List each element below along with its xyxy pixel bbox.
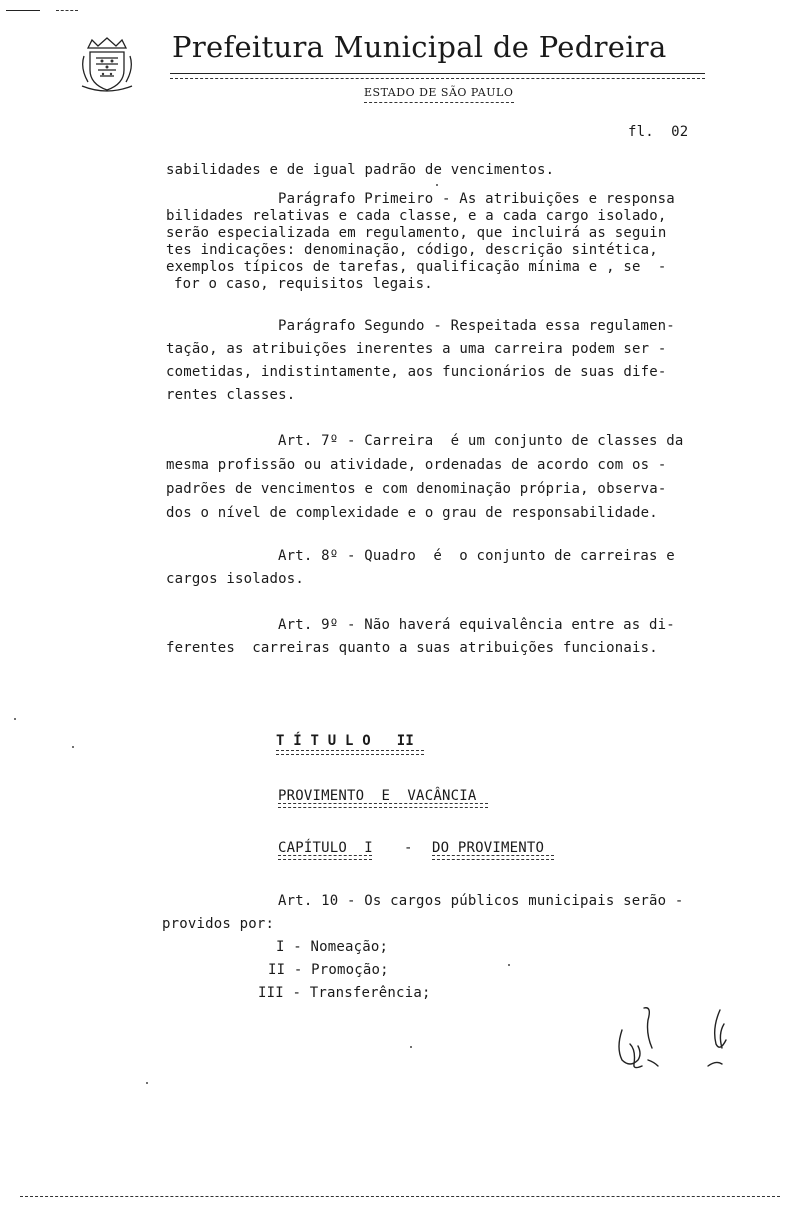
scan-artifact <box>508 964 510 966</box>
chapter-title: CAPÍTULO I <box>278 840 373 856</box>
text-line: Art. 8º - Quadro é o conjunto de carreiras e <box>278 548 675 564</box>
titulo-heading: T Í T U L O II <box>276 733 415 749</box>
header-rule <box>170 73 705 74</box>
section-title-underline <box>278 803 488 808</box>
list-item: III - Transferência; <box>258 985 431 1001</box>
text-line: for o caso, requisitos legais. <box>174 276 433 292</box>
text-line: dos o nível de complexidade e o grau de responsabilidade. <box>166 505 658 521</box>
section-title: PROVIMENTO E VACÂNCIA <box>278 788 477 804</box>
text-line: Art. 10 - Os cargos públicos municipais serão - <box>278 893 684 909</box>
chapter-title-underline <box>278 855 372 860</box>
text-line: Parágrafo Primeiro - As atribuições e responsa <box>278 191 675 207</box>
scan-artifact <box>72 746 74 748</box>
text-line: rentes classes. <box>166 387 296 403</box>
scan-artifact <box>146 1082 148 1084</box>
paragraph-primeiro <box>166 191 726 301</box>
text-line: tes indicações: denominação, código, descrição sintética, <box>166 242 658 258</box>
text-line: exemplos típicos de tarefas, qualificação mínima e , se - <box>166 259 667 275</box>
municipal-coat-of-arms-icon <box>78 34 136 94</box>
titulo-underline <box>276 750 424 755</box>
scan-artifact <box>14 718 16 720</box>
text-line: Art. 7º - Carreira é um conjunto de classes da <box>278 433 684 449</box>
chapter-separator: - <box>404 840 413 856</box>
chapter-subtitle-underline <box>432 855 554 860</box>
page-subtitle: ESTADO DE SÃO PAULO <box>364 86 514 99</box>
text-line: Art. 9º - Não haverá equivalência entre as di- <box>278 617 675 633</box>
header-rule-dashed <box>170 78 705 79</box>
chapter-subtitle: DO PROVIMENTO <box>432 840 545 856</box>
text-line: ferentes carreiras quanto a suas atribuições funcionais. <box>166 640 658 656</box>
list-item: II - Promoção; <box>268 962 389 978</box>
article-10 <box>162 893 722 933</box>
page-number: fl. 02 <box>628 124 689 140</box>
list-item: I - Nomeação; <box>276 939 389 955</box>
scan-artifact <box>20 1196 780 1197</box>
article-9 <box>166 617 726 657</box>
text-line: padrões de vencimentos e com denominação própria, observa- <box>166 481 667 497</box>
scan-artifact <box>6 10 40 11</box>
text-line: serão especializada em regulamento, que incluirá as seguin <box>166 225 667 241</box>
article-7 <box>166 433 726 523</box>
text-line: cargos isolados. <box>166 571 305 587</box>
text-line: Parágrafo Segundo - Respeitada essa regulamen- <box>278 318 675 334</box>
article-8 <box>166 548 726 588</box>
scan-artifact <box>410 1046 412 1048</box>
scan-artifact <box>436 184 438 186</box>
paragraph-segundo <box>166 318 726 408</box>
text-line: cometidas, indistintamente, aos funcionários de suas dife- <box>166 364 667 380</box>
page-title: Prefeitura Municipal de Pedreira <box>172 30 667 64</box>
text-line: tação, as atribuições inerentes a uma carreira podem ser - <box>166 341 667 357</box>
scan-artifact <box>56 10 78 11</box>
text-line: providos por: <box>162 916 275 932</box>
text-line: mesma profissão ou atividade, ordenadas de acordo com os - <box>166 457 667 473</box>
intro-line: sabilidades e de igual padrão de vencimentos. <box>166 162 555 178</box>
subtitle-rule <box>364 102 514 103</box>
text-line: bilidades relativas e cada classe, e a cada cargo isolado, <box>166 208 667 224</box>
handwritten-initials-icon <box>608 1000 748 1075</box>
